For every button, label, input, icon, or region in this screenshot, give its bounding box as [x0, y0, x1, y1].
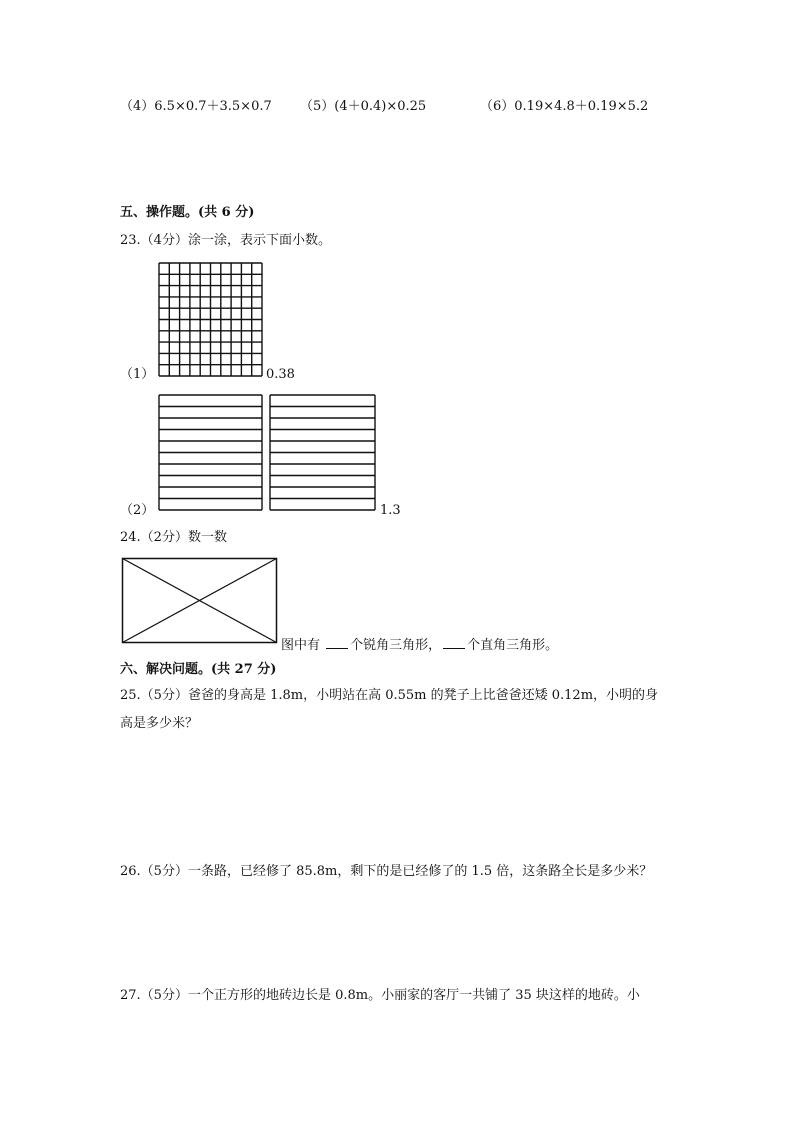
- decimal-grid-100: [158, 262, 264, 378]
- decimal-strips-right: [269, 394, 377, 512]
- section-5-heading: 五、操作题。(共 6 分): [120, 205, 255, 220]
- part-1-label: （1）: [120, 367, 155, 382]
- right-triangle-count-blank[interactable]: [443, 636, 465, 649]
- q24-text-a: 图中有: [281, 638, 321, 653]
- calc-item-4: （4）6.5×0.7＋3.5×0.7: [120, 99, 272, 114]
- decimal-strips-left: [158, 394, 264, 512]
- part-2-label: （2）: [120, 503, 155, 518]
- question-25-line-1: 25.（5分）爸爸的身高是 1.8m，小明站在高 0.55m 的凳子上比爸爸还矮 0.12m，小明的身: [120, 688, 659, 703]
- question-26: 26.（5分）一条路，已经修了 85.8m，剩下的是已经修了的 1.5 倍，这条路全长是多少米？: [120, 864, 653, 879]
- question-23-prompt: 23.（4分）涂一涂，表示下面小数。: [120, 233, 331, 248]
- section-6-heading: 六、解决问题。(共 27 分): [120, 662, 277, 677]
- q24-text-c: 个直角三角形。: [467, 638, 559, 653]
- question-24-answer-line: [281, 636, 558, 654]
- question-24-prompt: 24.（2分）数一数: [120, 530, 227, 545]
- question-25-line-2: 高是多少米？: [120, 716, 199, 731]
- q24-text-b: 个锐角三角形，: [350, 638, 442, 653]
- part-2-decimal: 1.3: [380, 503, 401, 518]
- part-1-decimal: 0.38: [266, 367, 295, 382]
- question-27-line-1: 27.（5分）一个正方形的地砖边长是 0.8m。小丽家的客厅一共铺了 35 块这样的地砖。小: [120, 988, 640, 1003]
- rectangle-with-diagonals: [121, 557, 279, 645]
- acute-triangle-count-blank[interactable]: [326, 636, 348, 649]
- calc-item-6: （6）0.19×4.8＋0.19×5.2: [480, 99, 649, 114]
- calc-item-5: （5）(4＋0.4)×0.25: [300, 99, 427, 114]
